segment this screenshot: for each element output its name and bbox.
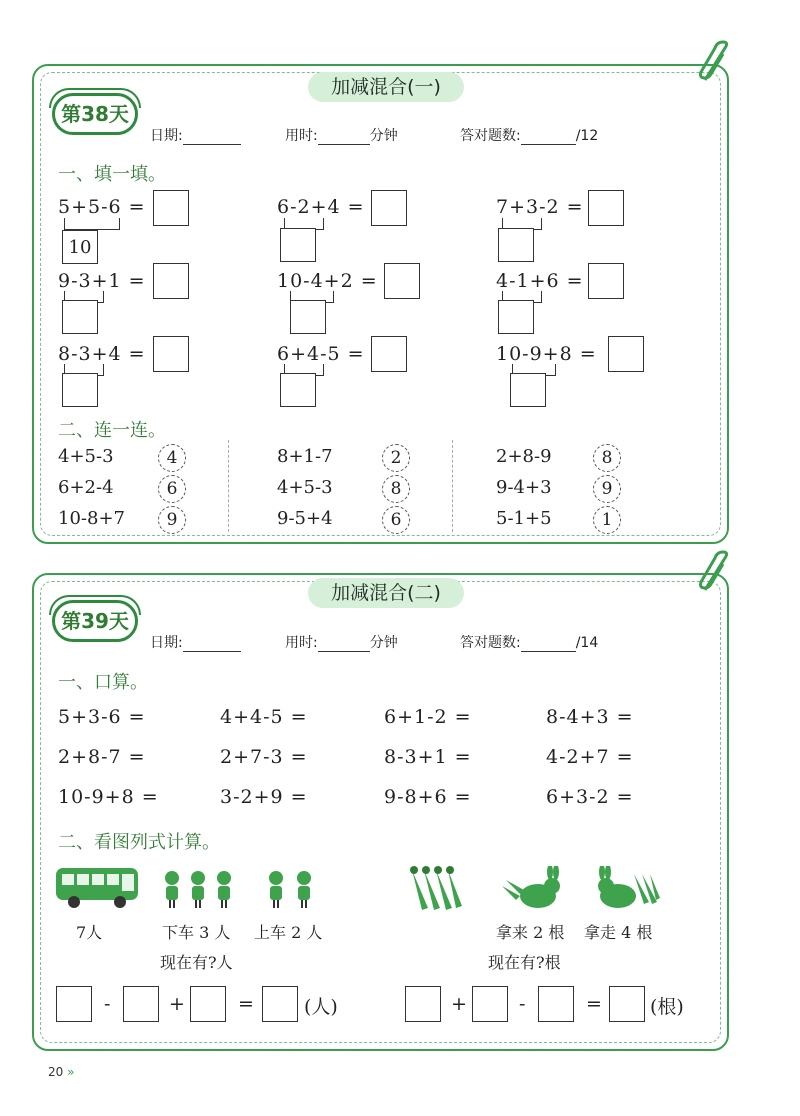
oral-expr[interactable]: 6+3-2 = [546, 786, 634, 808]
fill-answer-box[interactable] [153, 336, 189, 372]
fill-answer-box[interactable] [588, 190, 624, 226]
column-divider [452, 440, 453, 532]
equation-box[interactable] [123, 986, 159, 1022]
connect-expr[interactable]: 2+8-9 [496, 446, 552, 467]
date-label: 日期: [150, 128, 183, 144]
connect-answer-circle[interactable]: 4 [158, 444, 186, 472]
fill-partial-box[interactable] [280, 373, 316, 407]
score-total: /14 [575, 635, 599, 651]
oral-expr[interactable]: 8-4+3 = [546, 706, 634, 728]
fill-expr: 5+5-6 = [58, 196, 146, 218]
operator: + [169, 993, 185, 1015]
connect-answer-circle[interactable]: 6 [382, 506, 410, 534]
connect-expr[interactable]: 4+5-3 [58, 446, 114, 467]
time-unit: 分钟 [369, 128, 398, 144]
time-label: 用时: [285, 635, 318, 651]
operator: = [586, 993, 602, 1015]
fill-expr: 10-9+8 = [496, 343, 597, 365]
fill-answer-box[interactable] [153, 190, 189, 226]
fill-expr: 10-4+2 = [277, 270, 378, 292]
unit-label: (人) [304, 996, 338, 1018]
score-label: 答对题数: [460, 635, 521, 651]
oral-expr[interactable]: 4-2+7 = [546, 746, 634, 768]
connect-expr[interactable]: 9-5+4 [277, 508, 333, 529]
chevron-right-icon: » [67, 1065, 75, 1079]
fill-answer-box[interactable] [384, 263, 420, 299]
date-field[interactable] [183, 638, 241, 652]
bus-on-label: 上车 2 人 [254, 923, 323, 942]
fill-partial-box[interactable] [280, 228, 316, 262]
day38-badge: 第38天 [52, 93, 138, 135]
time-field[interactable] [318, 131, 370, 145]
day38-score [460, 125, 598, 145]
day38-section2-title: 二、连一连。 [58, 420, 166, 441]
score-field[interactable] [521, 638, 576, 652]
oral-expr[interactable]: 10-9+8 = [58, 786, 159, 808]
carrot-question: 现在有?根 [488, 953, 561, 972]
fill-partial-box[interactable] [498, 300, 534, 334]
operator: - [104, 993, 111, 1015]
day39-title: 加减混合(二) [308, 578, 464, 608]
day38-time [285, 125, 398, 145]
equation-box[interactable] [262, 986, 298, 1022]
score-label: 答对题数: [460, 128, 521, 144]
oral-expr[interactable]: 6+1-2 = [384, 706, 472, 728]
connect-answer-circle[interactable]: 1 [593, 506, 621, 534]
equation-box[interactable] [190, 986, 226, 1022]
day39-badge: 第39天 [52, 600, 138, 642]
fill-partial-box[interactable]: 10 [62, 230, 98, 264]
oral-expr[interactable]: 8-3+1 = [384, 746, 472, 768]
bus-start-label: 7人 [76, 923, 103, 942]
bus-question: 现在有?人 [160, 953, 233, 972]
equation-box[interactable] [472, 986, 508, 1022]
connect-expr[interactable]: 6+2-4 [58, 477, 114, 498]
fill-expr: 6-2+4 = [277, 196, 365, 218]
day39-score [460, 632, 598, 652]
operator: + [451, 993, 467, 1015]
day38-date [150, 125, 241, 145]
passengers-on-icon [264, 868, 320, 910]
operator: - [519, 993, 526, 1015]
day39-time [285, 632, 398, 652]
fill-expr: 6+4-5 = [277, 343, 365, 365]
fill-expr: 4-1+6 = [496, 270, 584, 292]
bus-icon [54, 864, 142, 910]
connect-expr[interactable]: 5-1+5 [496, 508, 552, 529]
fill-answer-box[interactable] [153, 263, 189, 299]
page-number-text: 20 [48, 1065, 64, 1079]
fill-expr: 9-3+1 = [58, 270, 146, 292]
connect-answer-circle[interactable]: 9 [593, 475, 621, 503]
oral-expr[interactable]: 4+4-5 = [220, 706, 308, 728]
unit-label: (根) [650, 996, 684, 1018]
fill-partial-box[interactable] [290, 300, 326, 334]
fill-answer-box[interactable] [371, 190, 407, 226]
paperclip-icon [695, 550, 735, 594]
equation-box[interactable] [405, 986, 441, 1022]
connect-answer-circle[interactable]: 8 [382, 475, 410, 503]
operator: = [238, 993, 254, 1015]
connect-answer-circle[interactable]: 8 [593, 444, 621, 472]
score-field[interactable] [521, 131, 576, 145]
day39-section2-title: 二、看图列式计算。 [58, 832, 220, 853]
page-number [48, 1065, 74, 1079]
connect-expr[interactable]: 10-8+7 [58, 508, 125, 529]
day38-title: 加减混合(一) [308, 72, 464, 102]
bus-off-label: 下车 3 人 [162, 923, 231, 942]
connect-expr[interactable]: 4+5-3 [277, 477, 333, 498]
equation-box[interactable] [609, 986, 645, 1022]
date-field[interactable] [183, 131, 241, 145]
fill-connector [64, 218, 120, 230]
fill-answer-box[interactable] [588, 263, 624, 299]
connect-answer-circle[interactable]: 2 [382, 444, 410, 472]
fill-partial-box[interactable] [510, 373, 546, 407]
connect-answer-circle[interactable]: 9 [158, 506, 186, 534]
oral-expr[interactable]: 2+8-7 = [58, 746, 146, 768]
fill-partial-box[interactable] [498, 228, 534, 262]
date-label: 日期: [150, 635, 183, 651]
fill-expr: 7+3-2 = [496, 196, 584, 218]
fill-expr: 8-3+4 = [58, 343, 146, 365]
fill-answer-box[interactable] [371, 336, 407, 372]
day38-section1-title: 一、填一填。 [58, 164, 166, 185]
connect-answer-circle[interactable]: 6 [158, 475, 186, 503]
oral-expr[interactable]: 2+7-3 = [220, 746, 308, 768]
carrots-icon [404, 864, 466, 914]
time-unit: 分钟 [369, 635, 398, 651]
carrot-take-label: 拿走 4 根 [584, 923, 653, 942]
time-label: 用时: [285, 128, 318, 144]
carrot-bring-label: 拿来 2 根 [496, 923, 565, 942]
time-field[interactable] [318, 638, 370, 652]
equation-box[interactable] [538, 986, 574, 1022]
fill-partial-box[interactable] [62, 300, 98, 334]
passengers-off-icon [160, 868, 242, 910]
rabbit-take-icon [594, 866, 660, 912]
oral-expr[interactable]: 5+3-6 = [58, 706, 146, 728]
day39-date [150, 632, 241, 652]
connect-expr[interactable]: 9-4+3 [496, 477, 552, 498]
rabbit-bring-icon [496, 866, 566, 912]
oral-expr[interactable]: 9-8+6 = [384, 786, 472, 808]
fill-answer-box[interactable] [608, 336, 644, 372]
score-total: /12 [575, 128, 599, 144]
equation-box[interactable] [56, 986, 92, 1022]
oral-expr[interactable]: 3-2+9 = [220, 786, 308, 808]
column-divider [228, 440, 229, 532]
paperclip-icon [695, 40, 735, 84]
day39-section1-title: 一、口算。 [58, 672, 148, 693]
connect-expr[interactable]: 8+1-7 [277, 446, 333, 467]
fill-partial-box[interactable] [62, 373, 98, 407]
